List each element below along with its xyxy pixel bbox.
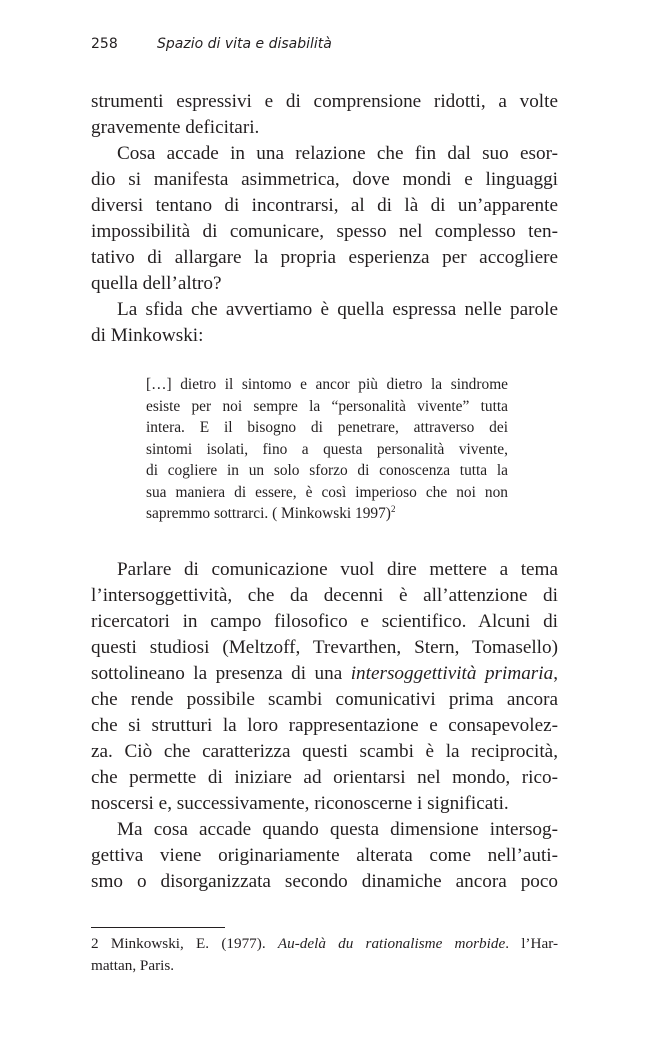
running-title: Spazio di vita e disabilità [157, 36, 332, 52]
block-quote [146, 374, 508, 525]
text-line: questi studiosi (Meltzoff, Trevarthen, Stern, Tomasello) [91, 637, 558, 658]
text-run: 2 Minkowski, E. (1977). [91, 935, 278, 952]
text-line: l’intersoggettività, che da decenni è all’attenzione di [91, 585, 558, 606]
text-line: quella dell’altro? [91, 273, 222, 294]
text-line: di Minkowski: [91, 325, 204, 346]
quote-line: […] dietro il sintomo e ancor più dietro la sindrome [146, 376, 508, 393]
text-line: strumenti espressivi e di comprensione ridotti, a volte [91, 91, 558, 112]
text-run: sottolineano la presenza di una [91, 663, 351, 684]
text-line [91, 661, 558, 687]
book-title: Au-delà du rationalisme morbide [277, 935, 506, 952]
text-line: gettiva viene originariamente alterata come nell’auti- [91, 845, 558, 866]
running-header [91, 36, 332, 52]
quote-line [146, 503, 508, 525]
text-line: che si strutturi la loro rappresentazione e consapevolez- [91, 715, 558, 736]
text-line: che rende possibile scambi comunicativi prima ancora [91, 689, 558, 710]
quote-line: sua maniera di essere, è così imperioso che noi non [146, 483, 508, 501]
text-line: impossibilità di comunicare, spesso nel complesso ten- [91, 221, 558, 242]
text-line: che permette di iniziare ad orientarsi nel mondo, rico- [91, 767, 558, 788]
text-line: gravemente deficitari. [91, 117, 260, 138]
text-line: smo o disorganizzata secondo dinamiche ancora poco [91, 871, 558, 892]
text-line: La sfida che avvertiamo è quella espressa nelle parole [117, 299, 558, 320]
text-run: . l’Har- [505, 935, 559, 952]
page-number: 258 [91, 36, 118, 52]
text-line: tativo di allargare la propria esperienza per accogliere [91, 247, 558, 268]
quote-last-text: sapremmo sottrarci. ( Minkowski 1997) [146, 505, 391, 522]
quote-line: sintomi isolati, fino a questa personalità vivente, [146, 440, 508, 458]
footnote [91, 933, 558, 977]
footnote-line: mattan, Paris. [91, 957, 175, 974]
paragraph-block-2 [91, 557, 558, 895]
footnote-separator [91, 927, 225, 928]
text-line: Ma cosa accade quando questa dimensione intersog- [117, 819, 558, 840]
quote-line: intera. E il bisogno di penetrare, attraverso dei [146, 419, 508, 436]
footnote-marker: 2 [390, 504, 396, 514]
italic-term: intersoggettività primaria [350, 663, 554, 684]
text-line: Parlare di comunicazione vuol dire mettere a tema [117, 559, 558, 580]
text-line: za. Ciò che caratterizza questi scambi è la reciprocità, [91, 741, 558, 762]
text-run: , [553, 663, 558, 684]
text-line: ricercatori in campo filosofico e scientifico. Alcuni di [91, 611, 558, 632]
text-line: Cosa accade in una relazione che fin dal suo esor- [117, 143, 558, 164]
text-line: dio si manifesta asimmetrica, dove mondi e linguaggi [91, 169, 558, 190]
footnote-line [91, 933, 558, 955]
text-line: diversi tentano di incontrarsi, al di là di un’apparente [91, 195, 558, 216]
paragraph-block-1 [91, 89, 558, 349]
quote-line: di cogliere in un solo sforzo di conoscenza tutta la [146, 462, 508, 479]
quote-line: esiste per noi sempre la “personalità vivente” tutta [146, 397, 508, 415]
text-line: noscersi e, successivamente, riconoscerne i significati. [91, 793, 509, 814]
